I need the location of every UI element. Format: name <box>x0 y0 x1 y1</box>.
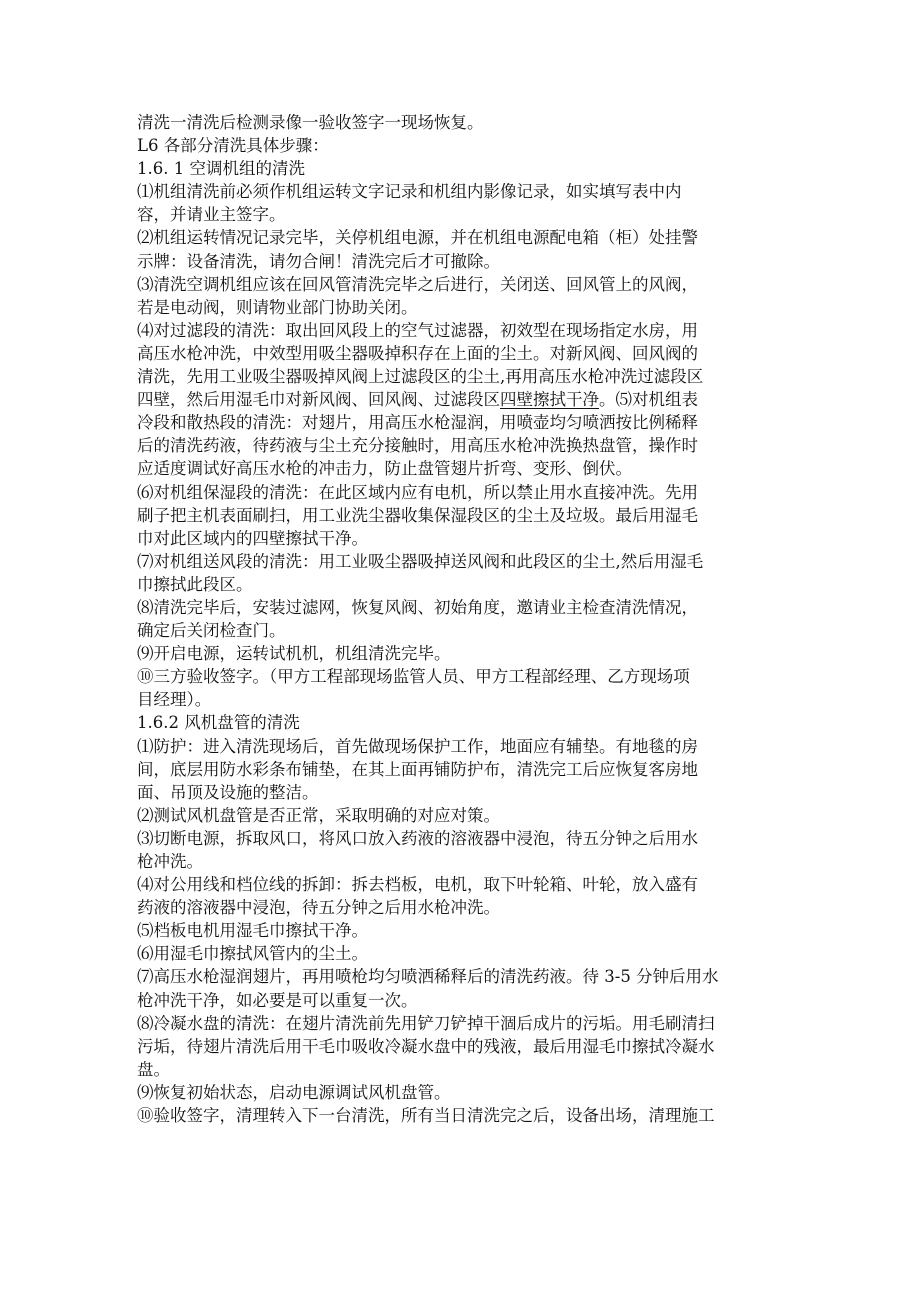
text-line: 清洗，先用工业吸尘器吸掉风阀上过滤段区的尘土,再用高压水枪冲洗过滤段区 <box>137 367 704 387</box>
text-line: 间，底层用防水彩条布铺垫，在其上面再铺防护布，清洗完工后应恢复客房地 <box>137 759 698 779</box>
text-line: 药液的溶液器中浸泡，待五分钟之后用水枪冲洗。 <box>137 898 500 918</box>
text-line: 四壁，然后用湿毛巾对新风阀、回风阀、过滤段区四壁擦拭干净。⑸对机组表 <box>137 390 698 410</box>
text-line: ⑹对机组保湿段的清洗：在此区域内应有电机，所以禁止用水直接冲洗。先用 <box>137 482 698 502</box>
text-line: 枪冲洗干净，如必要是可以重复一次。 <box>137 990 418 1010</box>
text-line: L6 各部分清洗具体步骤： <box>137 136 329 156</box>
text-line: 容，并请业主签字。 <box>137 205 286 225</box>
text-line: ⑺对机组送风段的清洗：用工业吸尘器吸掉送风阀和此段区的尘土,然后用湿毛 <box>137 551 704 571</box>
text-line: ⑴防护：进入清洗现场后，首先做现场保护工作，地面应有辅垫。有地毯的房 <box>137 736 698 756</box>
text-line: ⑷对过滤段的清洗：取出回风段上的空气过滤器，初效型在现场指定水房，用 <box>137 320 698 340</box>
text-line: 盘。 <box>137 1059 170 1079</box>
text-line: 示牌：设备清洗，请勿合闸！清洗完后才可撤除。 <box>137 251 500 271</box>
text-line: ⑻冷凝水盘的清洗：在翅片清洗前先用铲刀铲掉干涸后成片的污垢。用毛刷清扫 <box>137 1013 715 1033</box>
text-line: ⑵测试风机盘管是否正常，采取明确的对应对策。 <box>137 805 500 825</box>
text-line: 应适度调试好高压水枪的冲击力，防止盘管翅片折弯、变形、倒伏。 <box>137 459 632 479</box>
text-line: ⑴机组清洗前必须作机组运转文字记录和机组内影像记录，如实填写表中内 <box>137 182 682 202</box>
text-line: 巾对此区域内的四壁擦拭干净。 <box>137 528 368 548</box>
document-page <box>137 111 782 1127</box>
text-line: ⑸档板电机用湿毛巾擦拭干净。 <box>137 921 368 941</box>
text-line: 1.6.2 风机盘管的清洗 <box>137 713 300 733</box>
text-line: 清洗一清洗后检测录像一验收签字一现场恢复。 <box>137 113 484 132</box>
text-line: ⑩验收签字，清理转入下一台清洗，所有当日清洗完之后，设备出场，清理施工 <box>137 1106 715 1126</box>
underlined-phrase: 四壁擦拭干净 <box>500 390 599 410</box>
text-line: 枪冲洗。 <box>137 852 203 871</box>
text-line: 目经理）。 <box>137 690 212 710</box>
text-line: ⑻清洗完毕后，安装过滤网，恢复风阀、初始角度，邀请业主检查清洗情况， <box>137 597 698 617</box>
text-line: ⑶切断电源，拆取风口，将风口放入药液的溶液器中浸泡，待五分钟之后用水 <box>137 828 698 848</box>
text-line: ⑼开启电源，运转试机机，机组清洗完毕。 <box>137 644 451 664</box>
text-line: 巾擦拭此段区。 <box>137 574 253 594</box>
text-line: 高压水枪冲洗，中效型用吸尘器吸掉积存在上面的尘土。对新风阀、回风阀的 <box>137 343 698 363</box>
text-line: ⑵机组运转情况记录完毕，关停机组电源，并在机组电源配电箱（柜）处挂警 <box>137 228 698 248</box>
text-line: ⑼恢复初始状态，启动电源调试风机盘管。 <box>137 1082 451 1102</box>
text-line: 确定后关闭检查门。 <box>137 621 286 641</box>
text-line: 后的清洗药液，待药液与尘土充分接触时，用高压水枪冲洗换热盘管，操作时 <box>137 436 698 456</box>
text-line: ⑷对公用线和档位线的拆卸：拆去档板，电机，取下叶轮箱、叶轮，放入盛有 <box>137 875 698 895</box>
text-line: 污垢，待翅片清洗后用干毛巾吸收冷凝水盘中的残液，最后用湿毛巾擦拭冷凝水 <box>137 1036 715 1056</box>
text-line: 若是电动阀，则请物业部门协助关闭。 <box>137 297 418 317</box>
text-line: 刷子把主机表面刷扫，用工业洗尘器收集保湿段区的尘土及垃圾。最后用湿毛 <box>137 505 698 525</box>
text-line: 面、吊顶及设施的整洁。 <box>137 782 319 802</box>
text-line: ⑶清洗空调机组应该在回风管清洗完毕之后进行，关闭送、回风管上的风阀， <box>137 274 698 294</box>
text-line: ⑹用湿毛巾擦拭风管内的尘土。 <box>137 944 368 964</box>
text-line: ⑩三方验收签字。（甲方工程部现场监管人员、甲方工程部经理、乙方现场项 <box>137 667 690 687</box>
text-line: 冷段和散热段的清洗：对翅片，用高压水枪湿润，用喷壶均匀喷洒按比例稀释 <box>137 413 698 433</box>
text-line: ⑺高压水枪湿润翅片，再用喷枪均匀喷洒稀释后的清洗药液。待 3-5 分钟后用水 <box>137 967 719 987</box>
text-line: 1.6. 1 空调机组的清洗 <box>137 159 305 179</box>
